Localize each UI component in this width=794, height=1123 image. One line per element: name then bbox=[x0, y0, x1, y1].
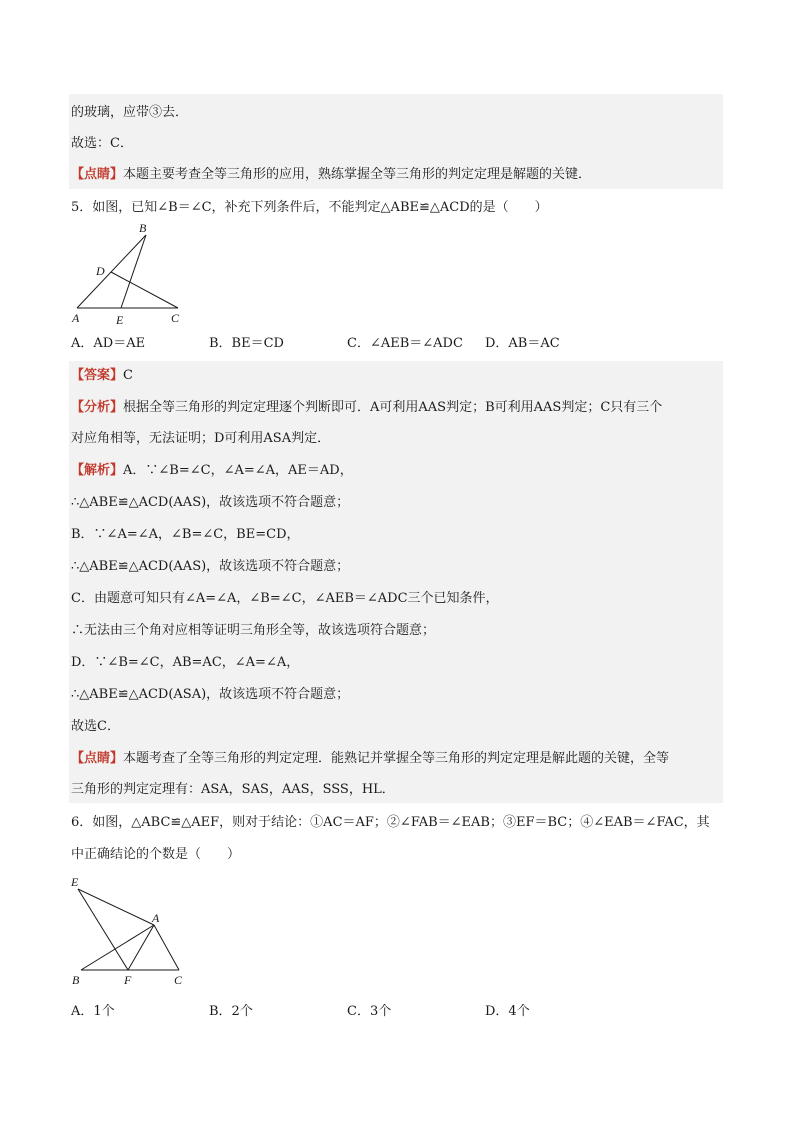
q5-label-b: B bbox=[139, 221, 147, 235]
q5-stem: 5．如图，已知∠B＝∠C，补充下列条件后，不能判定△ABE≌△ACD的是（ ） bbox=[71, 200, 548, 215]
q6-label-b: B bbox=[72, 973, 80, 987]
q5-solution-1 bbox=[71, 462, 353, 480]
q5-tip-1 bbox=[71, 750, 669, 768]
q6-label-c: C bbox=[174, 973, 183, 987]
q5-tip-2: 三角形的判定定理有：ASA，SAS，AAS，SSS，HL． bbox=[71, 782, 395, 797]
solution-tag: 【解析】 bbox=[71, 463, 124, 478]
q5-analysis-1 bbox=[71, 399, 662, 417]
q5-answer bbox=[71, 367, 133, 385]
q6-segment-af bbox=[128, 925, 154, 970]
q4-conclusion: 故选：C． bbox=[71, 136, 133, 151]
q5-figure bbox=[66, 220, 196, 330]
q5-segment-ab bbox=[77, 235, 146, 308]
q6-label-e: E bbox=[71, 875, 79, 889]
q5-solution-6: ∴无法由三个角对应相等证明三角形全等，故该选项符合题意； bbox=[71, 623, 436, 638]
analysis-tag: 【分析】 bbox=[71, 400, 124, 415]
q6-stem-2: 中正确结论的个数是（ ） bbox=[71, 847, 241, 862]
q6-segment-ac bbox=[154, 925, 179, 970]
q5-solution-8: ∴△ABE≌△ACD(ASA)，故该选项不符合题意； bbox=[71, 687, 350, 702]
q6-option-b: B．2个 bbox=[209, 1004, 253, 1019]
answer-value: C bbox=[123, 368, 133, 383]
q6-option-d: D．4个 bbox=[485, 1004, 530, 1019]
q6-label-a: A bbox=[152, 911, 160, 925]
answer-tag: 【答案】 bbox=[71, 368, 124, 383]
q5-label-a: A bbox=[72, 311, 80, 325]
tip-tag: 【点睛】 bbox=[71, 751, 124, 766]
tip-tag: 【点睛】 bbox=[71, 167, 124, 182]
q5-solution-9: 故选C． bbox=[71, 719, 120, 734]
q6-option-a: A．1个 bbox=[71, 1004, 115, 1019]
q5-option-c: C．∠AEB＝∠ADC bbox=[347, 336, 463, 351]
solution-text: A．∵∠B=∠C，∠A=∠A，AE＝AD， bbox=[123, 463, 353, 478]
q5-solution-3: B．∵∠A=∠A，∠B=∠C，BE=CD， bbox=[71, 527, 300, 542]
tip-text: 本题主要考查全等三角形的应用，熟练掌握全等三角形的判定定理是解题的关键． bbox=[123, 167, 592, 182]
q5-solution-5: C．由题意可知只有∠A=∠A，∠B=∠C，∠AEB＝∠ADC三个已知条件， bbox=[71, 591, 499, 606]
q5-solution-2: ∴△ABE≌△ACD(AAS)，故该选项不符合题意； bbox=[71, 495, 350, 510]
q5-solution-7: D．∵∠B=∠C，AB=AC，∠A=∠A， bbox=[71, 655, 300, 670]
q4-text-line-1: 的玻璃，应带③去． bbox=[71, 105, 189, 120]
q6-option-c: C．3个 bbox=[347, 1004, 392, 1019]
q4-tip bbox=[71, 166, 591, 184]
q6-figure bbox=[66, 872, 196, 992]
q6-label-f: F bbox=[124, 973, 132, 987]
q5-segment-be bbox=[121, 235, 146, 308]
q5-option-a: A．AD＝AE bbox=[71, 336, 146, 351]
q5-label-c: C bbox=[171, 311, 180, 325]
q5-option-b: B．BE＝CD bbox=[209, 336, 284, 351]
q5-label-d: D bbox=[96, 264, 105, 278]
q5-label-e: E bbox=[116, 313, 124, 327]
tip-text: 本题考查了全等三角形的判定定理．能熟记并掌握全等三角形的判定定理是解此题的关键，全等 bbox=[123, 751, 670, 766]
q5-analysis-2: 对应角相等，无法证明；D可利用ASA判定． bbox=[71, 431, 331, 446]
q5-solution-block bbox=[69, 361, 723, 803]
analysis-text: 根据全等三角形的判定定理逐个判断即可．A可利用AAS判定；B可利用AAS判定；C只有三个 bbox=[123, 400, 663, 415]
q5-solution-4: ∴△ABE≌△ACD(AAS)，故该选项不符合题意； bbox=[71, 559, 350, 574]
q6-stem-1: 6．如图，△ABC≌△AEF，则对于结论：①AC＝AF；②∠FAB＝∠EAB；③EF＝BC；④∠EAB＝∠FAC，其 bbox=[71, 815, 710, 830]
q6-segment-ba bbox=[81, 925, 154, 970]
q5-option-d: D．AB＝AC bbox=[485, 336, 560, 351]
q5-segment-cd bbox=[111, 272, 178, 308]
